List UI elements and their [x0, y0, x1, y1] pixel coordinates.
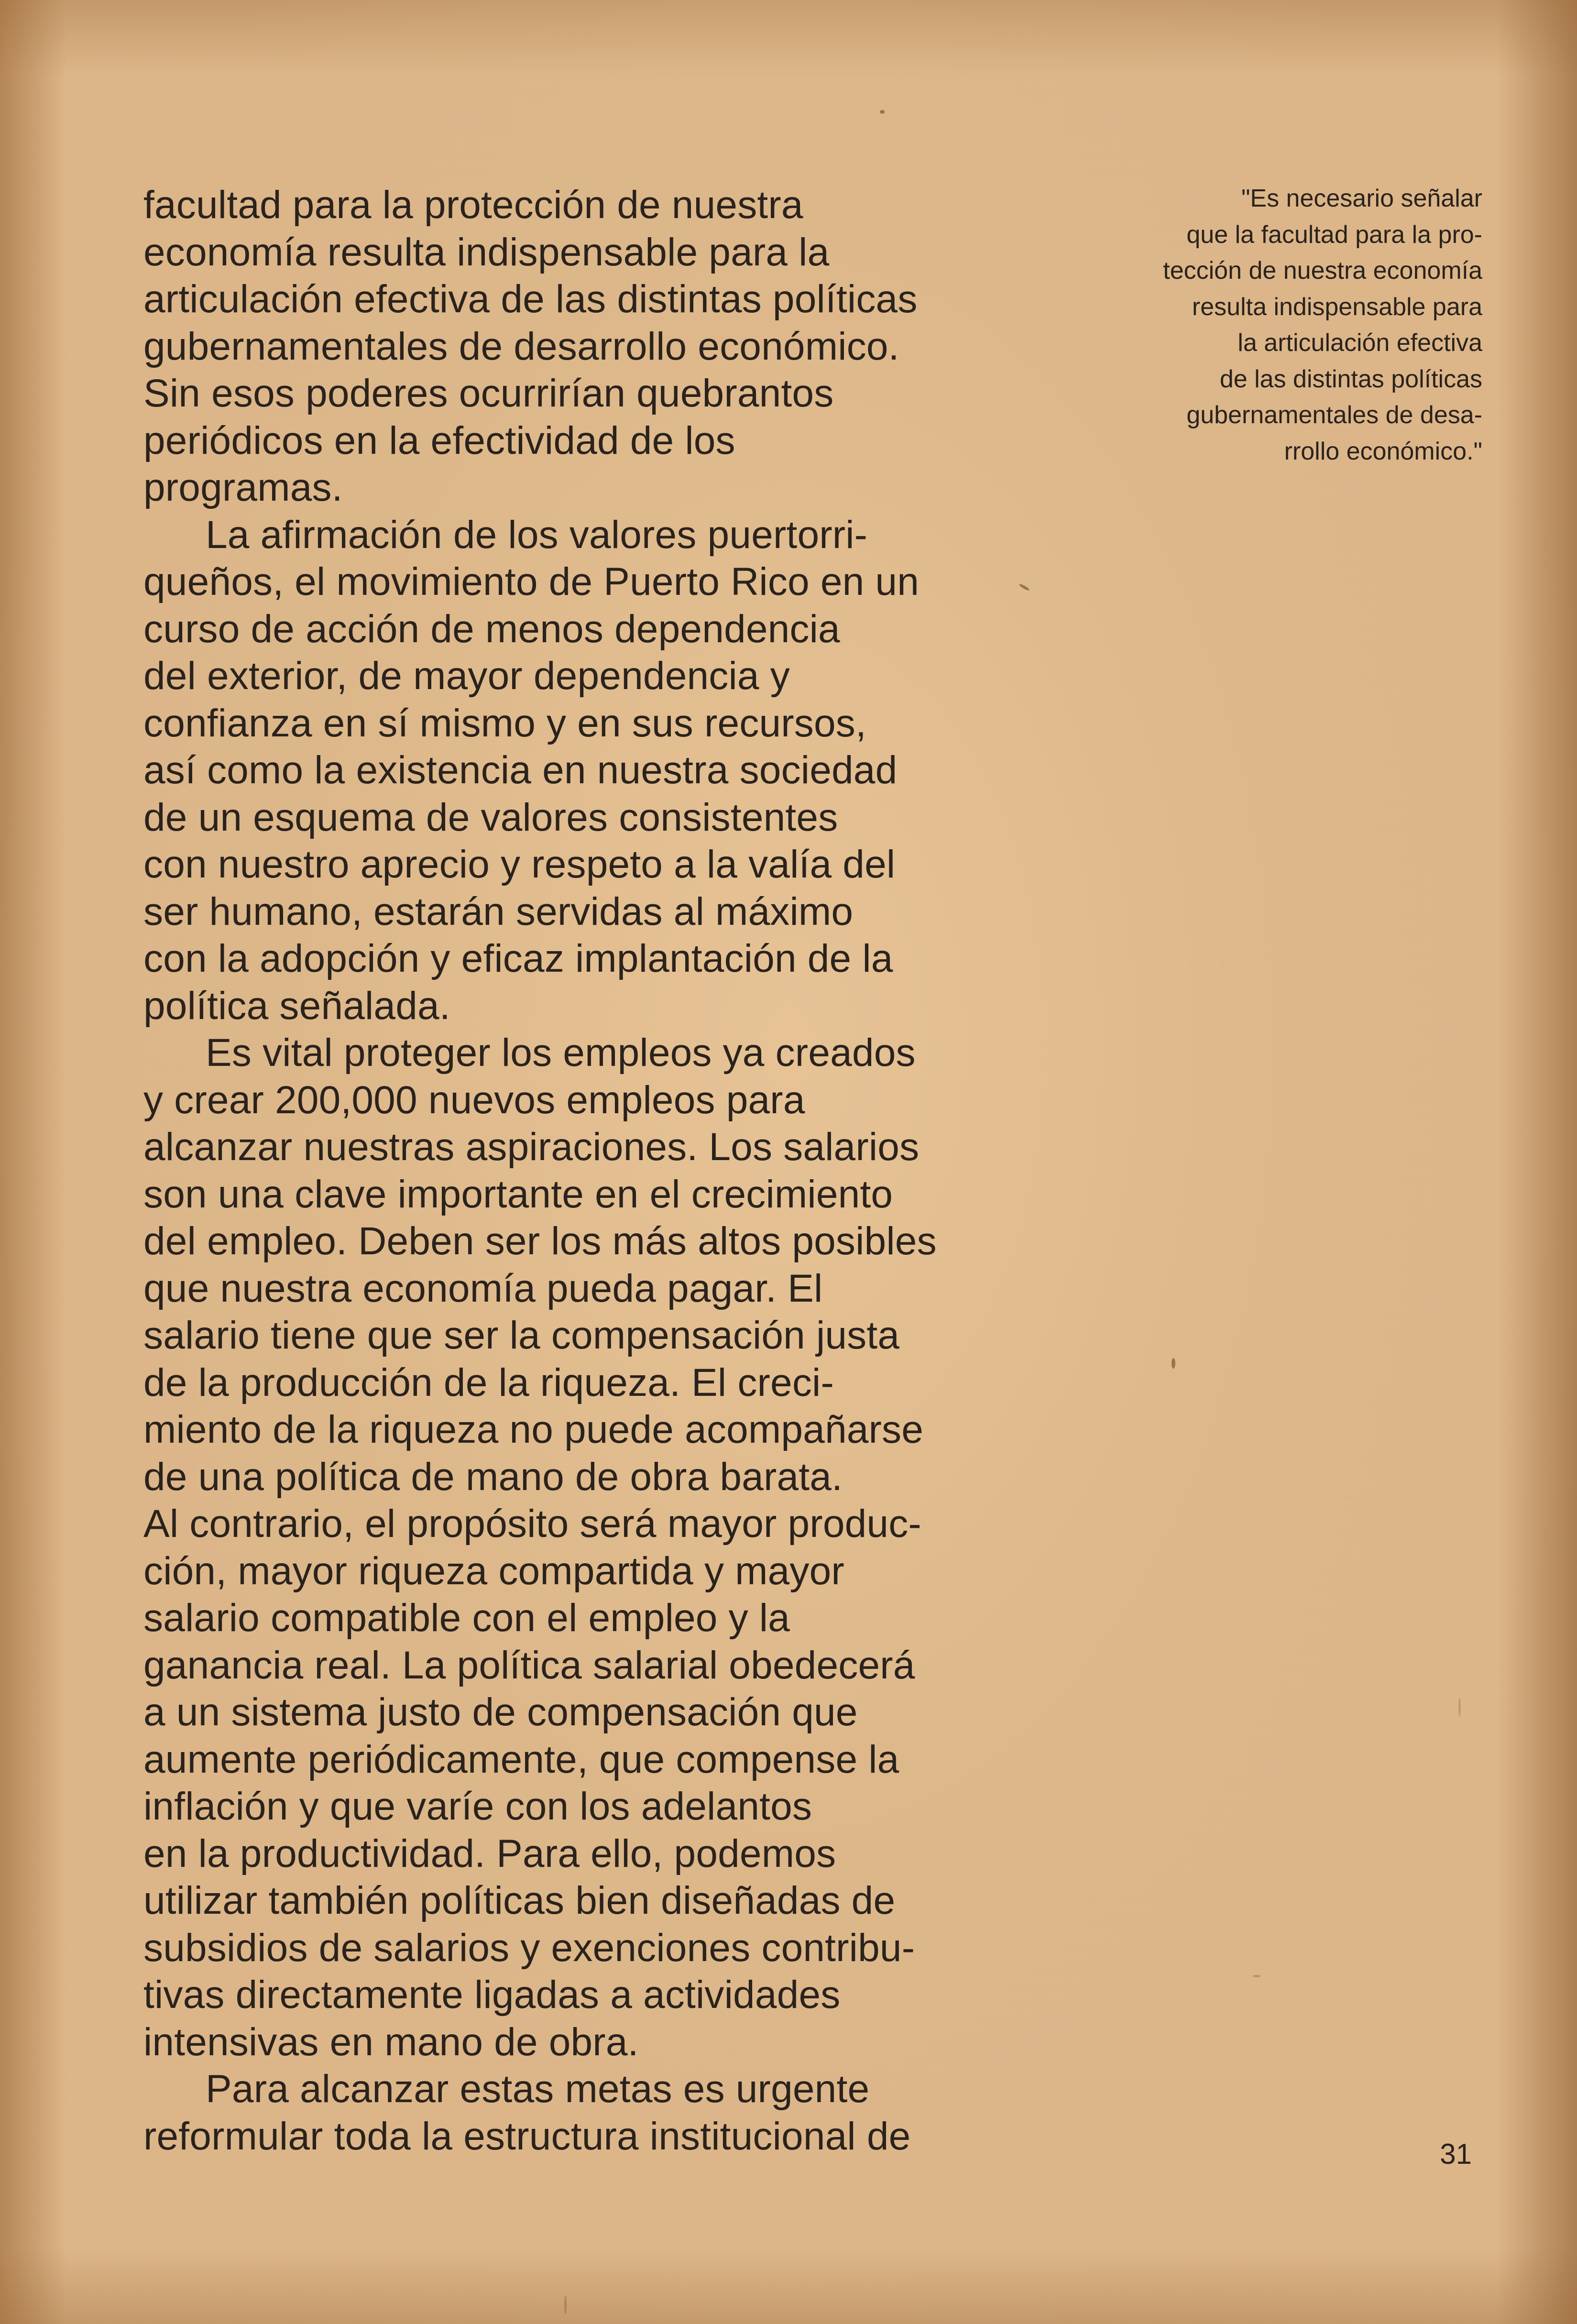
body-text-line: intensivas en mano de obra. — [143, 2020, 639, 2064]
paragraph-start-line: La afirmación de los valores puertorri- — [206, 513, 868, 557]
body-text-line: miento de la riqueza no puede acompañarse — [143, 1408, 924, 1451]
body-text-column — [143, 182, 1042, 2160]
pull-quote — [1052, 181, 1482, 470]
body-text-line: con la adopción y eficaz implantación de la — [143, 937, 893, 980]
body-text-line: Al contrario, el propósito será mayor produc- — [143, 1502, 921, 1546]
body-text-line: economía resulta indispensable para la — [143, 230, 830, 274]
body-text-line: política señalada. — [143, 984, 450, 1028]
body-text-line: reformular toda la estructura institucional de — [143, 2114, 911, 2158]
body-text-line: con nuestro aprecio y respeto a la valía del — [143, 843, 896, 886]
body-text-line: y crear 200,000 nuevos empleos para — [143, 1078, 805, 1122]
paper-speck — [1172, 1358, 1175, 1369]
paper-speck — [1253, 1975, 1260, 1977]
body-text-line: confianza en sí mismo y en sus recursos, — [143, 701, 866, 745]
pull-quote-line: "Es necesario señalar — [1241, 185, 1482, 212]
body-text-line: aumente periódicamente, que compense la — [143, 1737, 899, 1781]
body-text-line: programas. — [143, 466, 343, 509]
page-number: 31 — [1440, 2138, 1472, 2170]
body-text-line: que nuestra economía pueda pagar. El — [143, 1266, 823, 1310]
pull-quote-line: gubernamentales de desa- — [1186, 401, 1482, 429]
body-text-line: gubernamentales de desarrollo económico. — [143, 324, 899, 368]
paper-speck — [564, 2295, 567, 2314]
body-text-line: utilizar también políticas bien diseñadas de — [143, 1879, 896, 1922]
body-text-line: salario tiene que ser la compensación justa — [143, 1314, 900, 1357]
body-text-line: tivas directamente ligadas a actividades — [143, 1973, 841, 2017]
body-text-line: de un esquema de valores consistentes — [143, 795, 838, 839]
pull-quote-line: la articulación efectiva — [1238, 329, 1482, 357]
body-text-line: curso de acción de menos dependencia — [143, 607, 840, 651]
body-text-line: de la producción de la riqueza. El creci- — [143, 1360, 834, 1404]
body-text-line: ción, mayor riqueza compartida y mayor — [143, 1549, 844, 1593]
body-text-line: facultad para la protección de nuestra — [143, 183, 803, 227]
paragraph-start-line: Es vital proteger los empleos ya creados — [206, 1031, 916, 1074]
body-text-line: salario compatible con el empleo y la — [143, 1596, 790, 1640]
pull-quote-line: de las distintas políticas — [1219, 365, 1482, 393]
body-text-line: son una clave importante en el crecimiento — [143, 1172, 893, 1216]
body-text-line: queños, el movimiento de Puerto Rico en un — [143, 560, 920, 603]
pull-quote-line: tección de nuestra economía — [1163, 257, 1482, 285]
pull-quote-line: resulta indispensable para — [1192, 293, 1482, 321]
body-text-line: en la productividad. Para ello, podemos — [143, 1831, 836, 1875]
body-text-line: de una política de mano de obra barata. — [143, 1455, 843, 1499]
body-text-line: alcanzar nuestras aspiraciones. Los salarios — [143, 1125, 920, 1169]
pull-quote-line: rrollo económico." — [1284, 437, 1482, 465]
paper-speck — [1458, 1698, 1461, 1717]
body-text-line: inflación y que varíe con los adelantos — [143, 1785, 812, 1828]
body-text-line: articulación efectiva de las distintas políticas — [143, 277, 918, 321]
body-text-line: a un sistema justo de compensación que — [143, 1690, 858, 1734]
paragraph-start-line: Para alcanzar estas metas es urgente — [206, 2067, 870, 2111]
body-text-line: periódicos en la efectividad de los — [143, 418, 735, 462]
body-text-line: del empleo. Deben ser los más altos posibles — [143, 1219, 937, 1263]
body-text-line: ser humano, estarán servidas al máximo — [143, 889, 854, 933]
body-text-line: así como la existencia en nuestra sociedad — [143, 748, 898, 792]
pull-quote-line: que la facultad para la pro- — [1186, 220, 1482, 249]
body-text-line: ganancia real. La política salarial obedecerá — [143, 1643, 915, 1687]
body-text-line: del exterior, de mayor dependencia y — [143, 654, 790, 698]
paper-speck — [880, 110, 885, 114]
body-text-line: subsidios de salarios y exenciones contribu- — [143, 1926, 915, 1970]
body-text-line: Sin esos poderes ocurrirían quebrantos — [143, 372, 834, 415]
